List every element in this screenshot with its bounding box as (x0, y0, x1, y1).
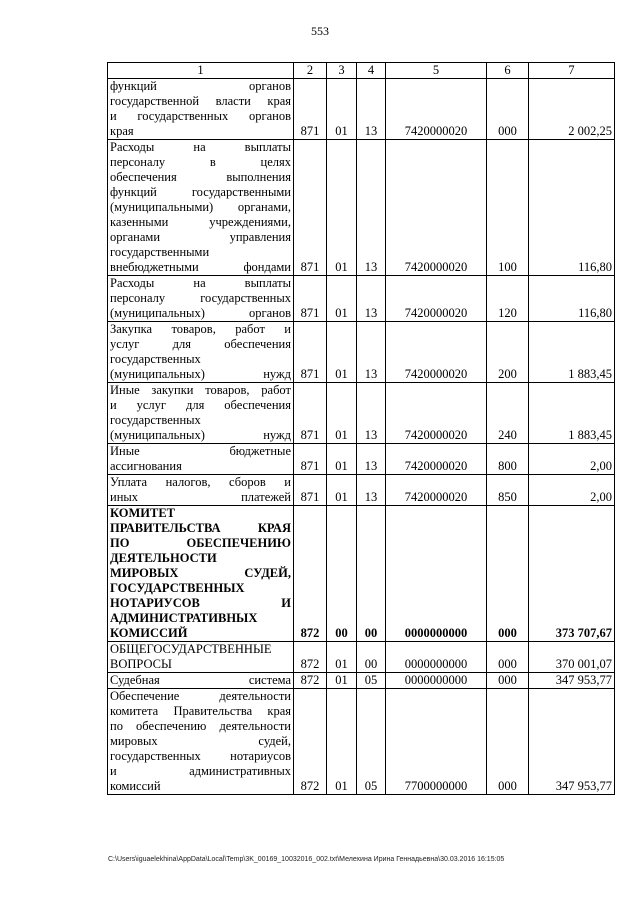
row-name (108, 506, 294, 642)
col-3-section: 01 (327, 689, 357, 795)
col-4-subsection: 13 (357, 444, 386, 475)
row-name-line: комиссий (110, 779, 161, 793)
row-name-line: государственных (110, 352, 201, 366)
col-7-amount: 116,80 (529, 276, 615, 322)
row-name-line: (муниципальных) нужд (110, 367, 291, 381)
row-name-line: НОТАРИУСОВ И (110, 596, 291, 610)
budget-table (107, 62, 615, 795)
col-3-section: 00 (327, 506, 357, 642)
col-2-code: 871 (294, 444, 327, 475)
col-7-amount: 347 953,77 (529, 673, 615, 689)
row-name-line: персоналу государственных (110, 291, 291, 305)
table-row (108, 276, 615, 322)
row-name (108, 140, 294, 276)
header-row (108, 63, 615, 79)
row-name (108, 322, 294, 383)
col-3-section: 01 (327, 79, 357, 140)
col-5-target-article: 7420000020 (386, 444, 487, 475)
row-name-line: мировых судей, (110, 734, 291, 748)
col-4-subsection: 13 (357, 140, 386, 276)
row-name-line: Иные бюджетные (110, 444, 291, 458)
row-name-line: государственных (110, 413, 201, 427)
row-name-line: персоналу в целях (110, 155, 291, 169)
row-name-line: Обеспечение деятельности (110, 689, 291, 703)
col-6-expense-type: 100 (487, 140, 529, 276)
col-5-target-article: 0000000000 (386, 673, 487, 689)
row-name (108, 642, 294, 673)
table-row (108, 689, 615, 795)
col-2-code: 871 (294, 79, 327, 140)
table-row (108, 444, 615, 475)
col-6-expense-type: 000 (487, 79, 529, 140)
row-name (108, 673, 294, 689)
table-row (108, 322, 615, 383)
row-name-line: казенными учреждениями, (110, 215, 291, 229)
row-name-line: КОМИССИЙ (110, 626, 188, 640)
row-name-line: КОМИТЕТ (110, 506, 176, 520)
col-3-section: 01 (327, 322, 357, 383)
header-col-3: 3 (327, 63, 357, 79)
table-row (108, 673, 615, 689)
row-name-line: ГОСУДАРСТВЕННЫХ (110, 581, 245, 595)
row-name (108, 383, 294, 444)
col-6-expense-type: 800 (487, 444, 529, 475)
col-6-expense-type: 850 (487, 475, 529, 506)
col-3-section: 01 (327, 444, 357, 475)
col-7-amount: 2,00 (529, 475, 615, 506)
col-6-expense-type: 000 (487, 673, 529, 689)
col-5-target-article: 7420000020 (386, 276, 487, 322)
row-name-line: Закупка товаров, работ и (110, 322, 291, 336)
row-name-line: обеспечения выполнения (110, 170, 291, 184)
col-2-code: 871 (294, 140, 327, 276)
col-2-code: 871 (294, 322, 327, 383)
col-2-code: 871 (294, 383, 327, 444)
table-row (108, 506, 615, 642)
row-name-line: Иные закупки товаров, работ (110, 383, 291, 397)
col-6-expense-type: 200 (487, 322, 529, 383)
file-path-footer: C:\Users\iguaelekhina\AppData\Local\Temp\3K_00169_10032016_002.txt\Мелехина Ирина Геннадьевна\30.03.2016 16:15:05 (108, 856, 505, 863)
row-name-line: ВОПРОСЫ (110, 657, 172, 671)
col-7-amount: 347 953,77 (529, 689, 615, 795)
header-col-1: 1 (108, 63, 294, 79)
col-4-subsection: 13 (357, 276, 386, 322)
col-6-expense-type: 000 (487, 689, 529, 795)
row-name (108, 79, 294, 140)
col-5-target-article: 7420000020 (386, 322, 487, 383)
col-7-amount: 1 883,45 (529, 383, 615, 444)
col-6-expense-type: 120 (487, 276, 529, 322)
header-col-7: 7 (529, 63, 615, 79)
col-2-code: 871 (294, 276, 327, 322)
col-3-section: 01 (327, 140, 357, 276)
row-name-line: ДЕЯТЕЛЬНОСТИ (110, 551, 217, 565)
row-name-line: государственных нотариусов (110, 749, 291, 763)
row-name-line: государственной власти края (110, 94, 291, 108)
row-name-line: органами управления (110, 230, 291, 244)
row-name-line: Расходы на выплаты (110, 140, 291, 154)
row-name (108, 444, 294, 475)
row-name-line: Уплата налогов, сборов и (110, 475, 291, 489)
col-7-amount: 2,00 (529, 444, 615, 475)
header-col-2: 2 (294, 63, 327, 79)
row-name-line: (муниципальными) органами, (110, 200, 291, 214)
row-name-line: иных платежей (110, 490, 291, 504)
row-name-line: края (110, 124, 134, 138)
header-col-6: 6 (487, 63, 529, 79)
row-name-line: и государственных органов (110, 109, 291, 123)
col-4-subsection: 13 (357, 475, 386, 506)
col-4-subsection: 13 (357, 383, 386, 444)
row-name (108, 475, 294, 506)
col-4-subsection: 13 (357, 322, 386, 383)
row-name-line: и услуг для обеспечения (110, 398, 291, 412)
col-6-expense-type: 240 (487, 383, 529, 444)
row-name-line: внебюджетными фондами (110, 260, 291, 274)
row-name-line: и административных (110, 764, 291, 778)
row-name-line: функций органов (110, 79, 291, 93)
col-3-section: 01 (327, 383, 357, 444)
row-name (108, 689, 294, 795)
row-name-line: (муниципальных) нужд (110, 428, 291, 442)
col-5-target-article: 0000000000 (386, 506, 487, 642)
row-name-line: функций государственными (110, 185, 291, 199)
table-row (108, 140, 615, 276)
col-6-expense-type: 000 (487, 642, 529, 673)
col-4-subsection: 05 (357, 673, 386, 689)
header-col-5: 5 (386, 63, 487, 79)
table-row (108, 475, 615, 506)
col-7-amount: 373 707,67 (529, 506, 615, 642)
col-2-code: 872 (294, 689, 327, 795)
col-5-target-article: 7420000020 (386, 140, 487, 276)
col-5-target-article: 7700000000 (386, 689, 487, 795)
col-2-code: 872 (294, 506, 327, 642)
header-col-4: 4 (357, 63, 386, 79)
col-5-target-article: 7420000020 (386, 475, 487, 506)
row-name-line: комитета Правительства края (110, 704, 291, 718)
col-7-amount: 2 002,25 (529, 79, 615, 140)
col-4-subsection: 13 (357, 79, 386, 140)
col-5-target-article: 0000000000 (386, 642, 487, 673)
row-name-line: ПО ОБЕСПЕЧЕНИЮ (110, 536, 291, 550)
col-7-amount: 1 883,45 (529, 322, 615, 383)
col-4-subsection: 05 (357, 689, 386, 795)
table-row (108, 642, 615, 673)
row-name-line: ПРАВИТЕЛЬСТВА КРАЯ (110, 521, 291, 535)
row-name-line: ОБЩЕГОСУДАРСТВЕННЫЕ (110, 642, 272, 656)
col-3-section: 01 (327, 673, 357, 689)
row-name (108, 276, 294, 322)
row-name-line: Расходы на выплаты (110, 276, 291, 290)
row-name-line: ассигнования (110, 459, 182, 473)
col-2-code: 872 (294, 642, 327, 673)
col-7-amount: 116,80 (529, 140, 615, 276)
table-row (108, 79, 615, 140)
row-name-line: Судебная система (110, 673, 291, 687)
row-name-line: по обеспечению деятельности (110, 719, 291, 733)
col-6-expense-type: 000 (487, 506, 529, 642)
row-name-line: услуг для обеспечения (110, 337, 291, 351)
col-2-code: 872 (294, 673, 327, 689)
col-5-target-article: 7420000020 (386, 79, 487, 140)
col-7-amount: 370 001,07 (529, 642, 615, 673)
col-2-code: 871 (294, 475, 327, 506)
table-row (108, 383, 615, 444)
col-5-target-article: 7420000020 (386, 383, 487, 444)
row-name-line: (муниципальных) органов (110, 306, 291, 320)
col-4-subsection: 00 (357, 642, 386, 673)
row-name-line: государственными (110, 245, 210, 259)
row-name-line: АДМИНИСТРАТИВНЫХ (110, 611, 258, 625)
row-name-line: МИРОВЫХ СУДЕЙ, (110, 566, 291, 580)
col-3-section: 01 (327, 276, 357, 322)
col-3-section: 01 (327, 642, 357, 673)
col-4-subsection: 00 (357, 506, 386, 642)
col-3-section: 01 (327, 475, 357, 506)
page-number: 553 (311, 24, 329, 38)
